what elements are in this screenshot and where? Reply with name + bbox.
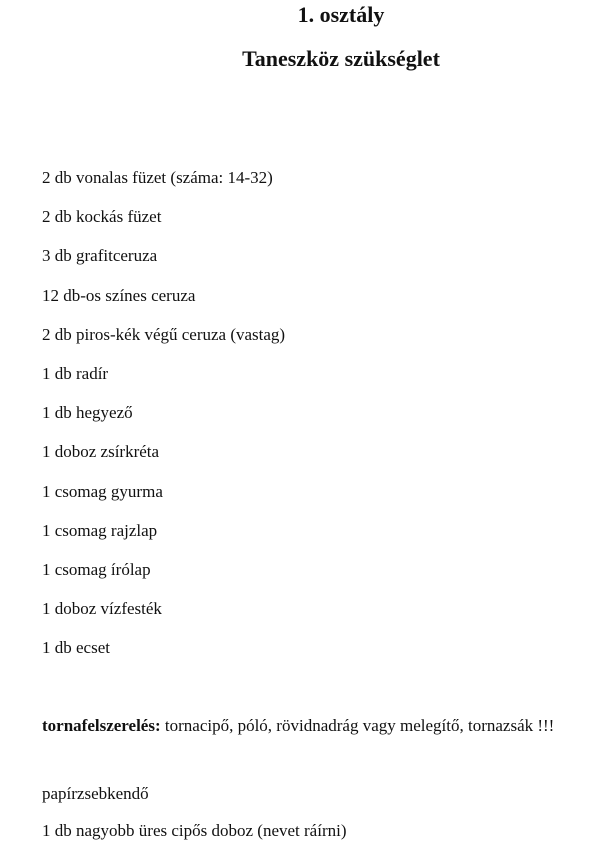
pe-equipment-note: [42, 714, 582, 738]
page-subtitle: Taneszköz szükséglet: [242, 46, 440, 71]
list-item: 1 csomag rajzlap: [42, 520, 158, 540]
list-item: 2 db piros-kék végű ceruza (vastag): [42, 324, 286, 344]
class-title: 1. osztály: [297, 2, 385, 27]
list-item: 1 csomag írólap: [42, 559, 151, 579]
supplies-list: [42, 168, 285, 677]
list-item: 1 doboz vízfesték: [42, 599, 162, 619]
list-item: 1 db radír: [42, 363, 109, 383]
tissue-item: papírzsebkendő: [42, 784, 149, 803]
list-item: 1 csomag gyurma: [42, 481, 163, 501]
shoebox-item: 1 db nagyobb üres cipős doboz (nevet ráírni): [42, 821, 347, 840]
pe-equipment-text: tornacipő, póló, rövidnadrág vagy melegítő, tornazsák !!!: [160, 716, 555, 735]
list-item: 1 db ecset: [42, 638, 110, 658]
list-item: 3 db grafitceruza: [42, 246, 158, 266]
list-item: 1 doboz zsírkréta: [42, 442, 160, 462]
list-item: 1 db hegyező: [42, 403, 133, 423]
list-item: 12 db-os színes ceruza: [42, 285, 196, 305]
list-item: 2 db kockás füzet: [42, 207, 162, 227]
list-item: 2 db vonalas füzet (száma: 14-32): [42, 168, 273, 187]
pe-equipment-label: tornafelszerelés:: [42, 716, 161, 735]
